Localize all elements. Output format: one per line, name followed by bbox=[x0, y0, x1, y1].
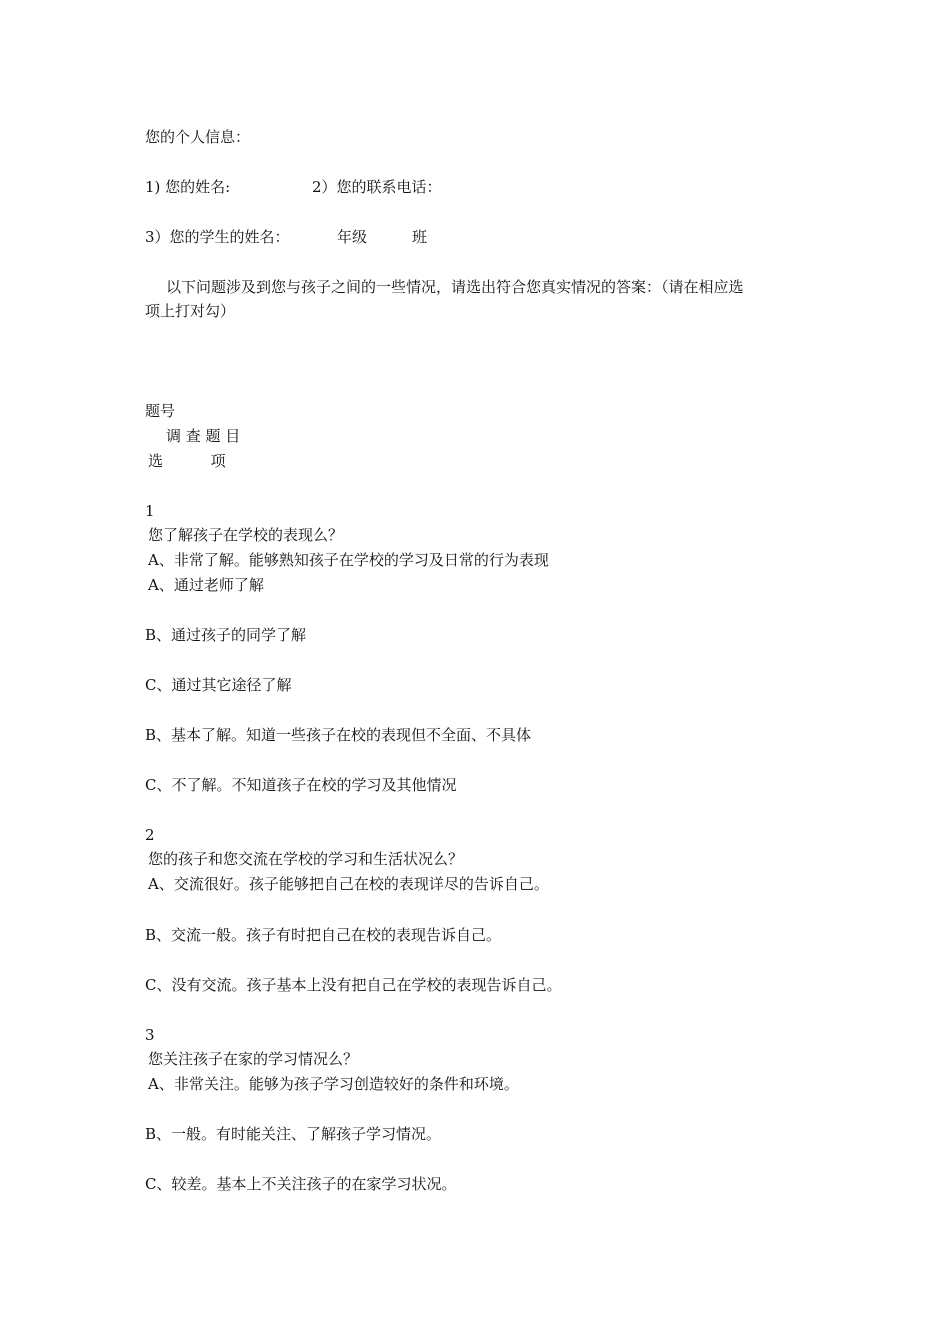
question-number: 2 bbox=[145, 826, 155, 844]
question-number: 3 bbox=[145, 1026, 155, 1044]
header-options: 选 项 bbox=[148, 452, 226, 470]
option-item: B、一般。有时能关注、了解孩子学习情况。 bbox=[145, 1125, 442, 1143]
option-item: C、不了解。不知道孩子在校的学习及其他情况 bbox=[145, 776, 457, 794]
option-item: B、交流一般。孩子有时把自己在校的表现告诉自己。 bbox=[145, 926, 502, 944]
question-number: 1 bbox=[145, 502, 155, 520]
option-item: A、交流很好。孩子能够把自己在校的表现详尽的告诉自己。 bbox=[148, 875, 549, 893]
student-name-label: 3）您的学生的姓名： bbox=[145, 228, 290, 246]
question-text: 您了解孩子在学校的表现么？ bbox=[148, 526, 344, 544]
header-question: 调 查 题 目 bbox=[166, 427, 241, 445]
option-item: A、非常关注。能够为孩子学习创造较好的条件和环境。 bbox=[148, 1075, 519, 1093]
option-item: A、通过老师了解 bbox=[148, 576, 264, 594]
intro-line-2: 项上打对勾） bbox=[145, 302, 236, 320]
option-item: A、非常了解。能够熟知孩子在学校的学习及日常的行为表现 bbox=[148, 551, 549, 569]
question-text: 您关注孩子在家的学习情况么？ bbox=[148, 1050, 359, 1068]
grade-label: 年级 bbox=[337, 228, 368, 246]
question-text: 您的孩子和您交流在学校的学习和生活状况么？ bbox=[148, 850, 464, 868]
phone-label: 2）您的联系电话： bbox=[312, 178, 442, 196]
name-label: 1) 您的姓名: bbox=[145, 178, 231, 196]
info-heading: 您的个人信息： bbox=[145, 128, 251, 146]
header-number: 题号 bbox=[145, 402, 176, 420]
option-item: C、通过其它途径了解 bbox=[145, 676, 292, 694]
option-item: B、基本了解。知道一些孩子在校的表现但不全面、不具体 bbox=[145, 726, 532, 744]
intro-line-1: 以下问题涉及到您与孩子之间的一些情况，请选出符合您真实情况的答案：（请在相应选 bbox=[166, 278, 744, 296]
option-item: C、较差。基本上不关注孩子的在家学习状况。 bbox=[145, 1175, 457, 1193]
class-label: 班 bbox=[412, 228, 428, 246]
option-item: B、通过孩子的同学了解 bbox=[145, 626, 307, 644]
option-item: C、没有交流。孩子基本上没有把自己在学校的表现告诉自己。 bbox=[145, 976, 562, 994]
